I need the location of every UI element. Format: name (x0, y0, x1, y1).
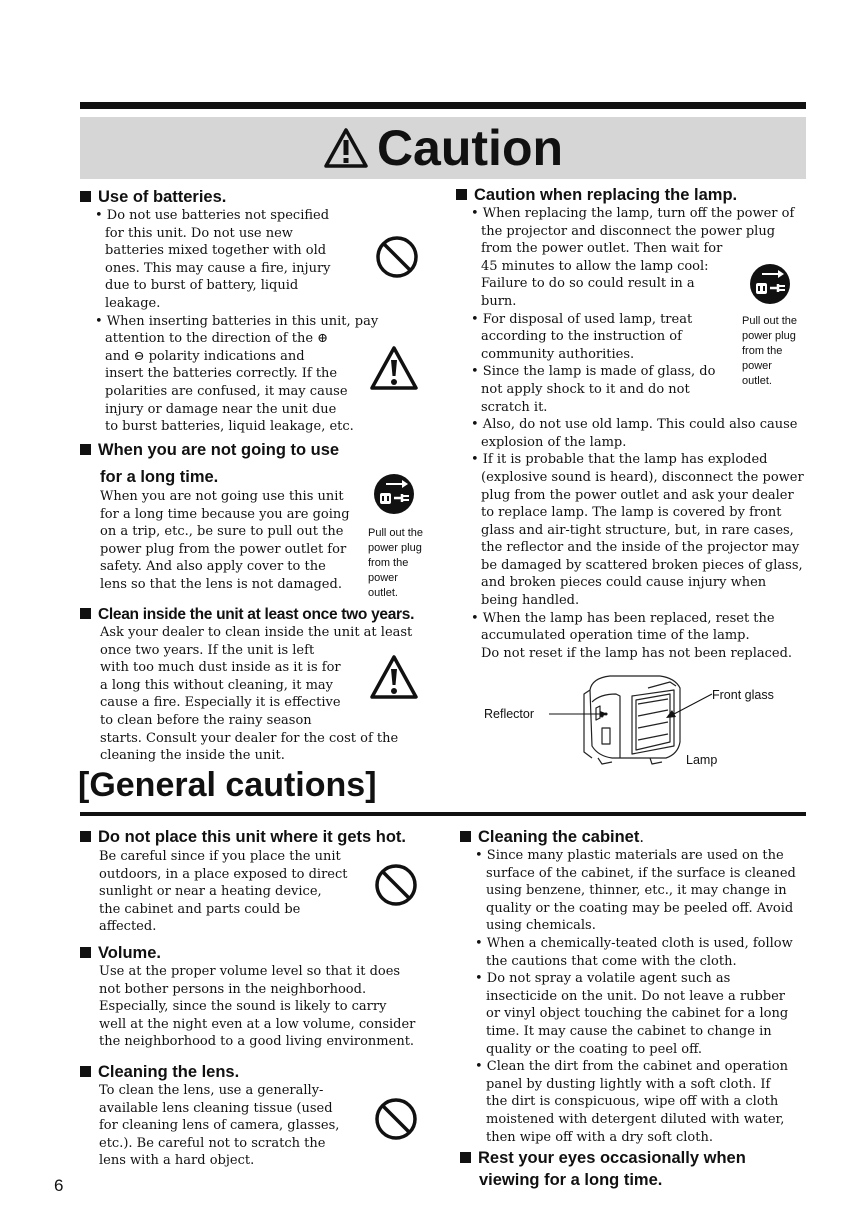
lens-text: To clean the lens, use a generally- available lens cleaning tissue (used for cleaning lens of camera, glasses, etc.). Be careful not to scratch the lens with a hard object. (99, 1083, 340, 1169)
warning-triangle-icon (369, 345, 419, 391)
page-title: Caution (376, 120, 564, 176)
square-bullet-icon (456, 189, 467, 200)
square-bullet-icon (80, 608, 91, 619)
volume-heading: Volume. (80, 944, 161, 963)
lamp-label: Lamp (686, 753, 718, 767)
square-bullet-icon (80, 831, 91, 842)
lamp-text: • When replacing the lamp, turn off the power of the projector and disconnect the power plug from the power outlet. Then wait for 45 minutes to allow the lamp cool: Failure to do so could result in a burn. • For disposal of used lamp, treat according to the instruction of community authorities. • Since the lamp is made of glass, do not apply shock to it and do not scratch it. • Also, do not use old lamp. This could also cause explosion of the lamp. • If it is probable that the lamp has exploded (explosive sound is heard), disconnect the power plug from the power outlet and ask your dealer to replace lamp. The lamp is covered by front glass and air-tight structure, but, in rare cases, the reflector and the inside of the projector may be damaged by scattered broken pieces of glass, and broken pieces could cause injury when being handled. • When the lamp has been replaced, reset the accumulated operation time of the lamp. Do not reset if the lamp has not been replaced. (471, 206, 804, 661)
general-cautions-title: [General cautions] (78, 766, 377, 804)
lamp-heading: Caution when replacing the lamp. (456, 186, 737, 205)
square-bullet-icon (80, 444, 91, 455)
top-rule (80, 102, 806, 109)
not-using-heading: When you are not going to use (80, 441, 339, 460)
square-bullet-icon (80, 1066, 91, 1077)
square-bullet-icon (460, 1152, 471, 1163)
square-bullet-icon (460, 831, 471, 842)
batteries-text: • Do not use batteries not specified for this unit. Do not use new batteries mixed together with old ones. This may cause a fire, injury due to burst of battery, liquid leakage. • When inserting batteries in this unit, pay attention to the direction of the ⊕ and ⊖ polarity indications and insert the batteries correctly. If the polarities are confused, it may cause injury or damage near the unit due to burst batteries, liquid leakage, etc. (95, 208, 379, 435)
lamp-unplug-caption: Pull out the power plug from the power outlet. (742, 315, 798, 387)
unplug-caption: Pull out the power plug from the power outlet. (368, 527, 424, 599)
square-bullet-icon (80, 947, 91, 958)
caution-banner (80, 117, 806, 179)
prohibited-icon (374, 234, 420, 280)
hot-heading: Do not place this unit where it gets hot. (80, 828, 406, 847)
warning-triangle-icon (369, 654, 419, 700)
front-glass-label: Front glass (712, 688, 774, 702)
hot-text: Be careful since if you place the unit outdoors, in a place exposed to direct sunlight or near a heating device, the cabinet and parts could be affected. (99, 849, 348, 935)
clean-inside-text: Ask your dealer to clean inside the unit at least once two years. If the unit is left with too much dust inside as it is for a long this without cleaning, it may cause a fire. Especially it is effective to clean before the rainy season starts. Consult your dealer for the cost of the cleaning the inside the unit. (100, 625, 413, 764)
rest-eyes-heading: Rest your eyes occasionally when (460, 1149, 746, 1168)
prohibited-icon (373, 862, 419, 908)
clean-inside-heading: Clean inside the unit at least once two years. (80, 606, 414, 624)
not-using-heading-line2: for a long time. (100, 468, 219, 486)
page-number: 6 (54, 1176, 64, 1195)
volume-text: Use at the proper volume level so that it does not bother persons in the neighborhood. Especially, since the sound is likely to carry well at the night even at a low volume, consider the neighborhood to a good living environment. (99, 964, 416, 1050)
prohibited-icon (373, 1096, 419, 1142)
batteries-heading: Use of batteries. (80, 188, 226, 207)
unplug-icon (372, 472, 416, 516)
lens-heading: Cleaning the lens. (80, 1063, 239, 1082)
cabinet-heading: Cleaning the cabinet. (460, 828, 644, 847)
square-bullet-icon (80, 191, 91, 202)
warning-triangle-icon (323, 127, 369, 169)
reflector-label: Reflector (484, 707, 535, 721)
section-rule (80, 812, 806, 816)
unplug-icon (748, 262, 792, 306)
not-using-text: When you are not going use this unit for a long time because you are going on a trip, etc., be sure to pull out the power plug from the power outlet for safety. And also apply cover to the lens so that the lens is not damaged. (100, 489, 350, 592)
rest-eyes-heading-line2: viewing for a long time. (479, 1171, 663, 1189)
cabinet-text: • Since many plastic materials are used on the surface of the cabinet, if the surface is cleaned using benzene, thinner, etc., it may change in quality or the coating may be peeled off. Avoid using chemicals. • When a chemically-teated cloth is used, follow the cautions that come with the cloth. • Do not spray a volatile agent such as insecticide on the unit. Do not leave a rubber or vinyl object touching the cabinet for a long time. It may cause the cabinet to change in quality or the coating to peel off. • Clean the dirt from the cabinet and operation panel by dusting lightly with a soft cloth. If the dirt is conspicuous, wipe off with a cloth moistened with detergent diluted with water, then wipe off with a dry soft cloth. (475, 848, 796, 1145)
